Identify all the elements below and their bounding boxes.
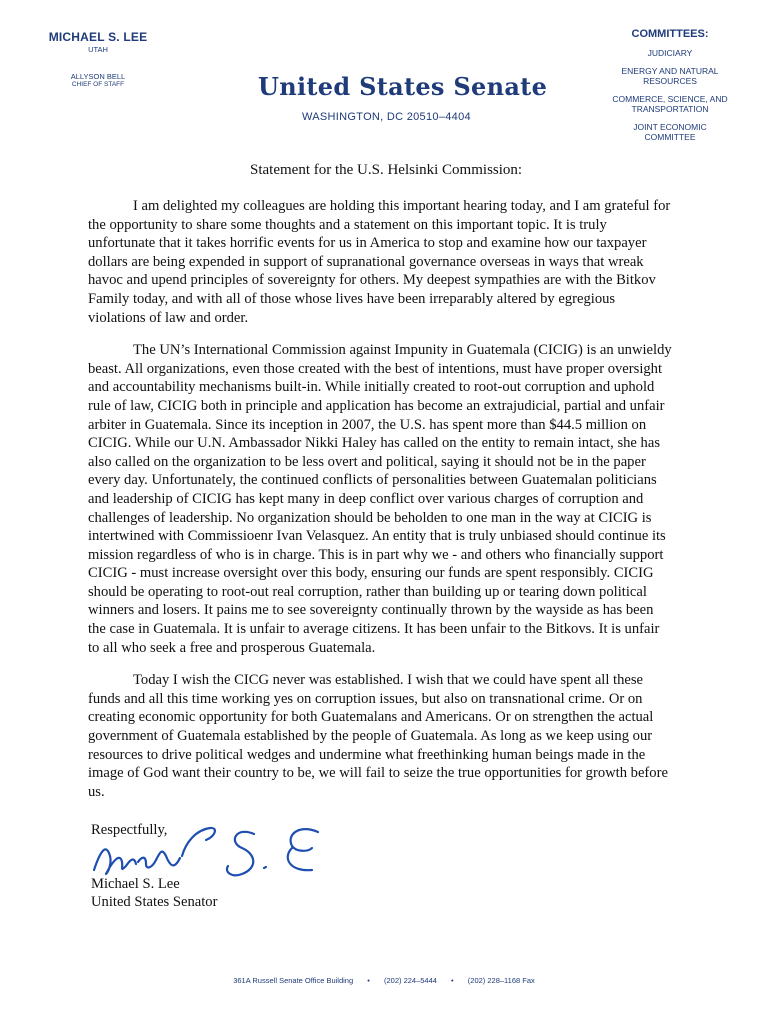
committee-item: COMMERCE, SCIENCE, AND TRANSPORTATION — [612, 94, 728, 114]
senate-title: United States Senate — [258, 72, 548, 101]
footer-fax: (202) 228–1168 Fax — [467, 976, 535, 985]
sender-name: MICHAEL S. LEE — [48, 30, 148, 44]
footer-phone: (202) 224–5444 — [383, 976, 437, 985]
chief-of-staff-title: CHIEF OF STAFF — [71, 81, 125, 88]
committee-item: JOINT ECONOMIC COMMITTEE — [633, 122, 707, 142]
signer-name: Michael S. Lee — [91, 876, 180, 892]
footer-separator: • — [451, 976, 454, 985]
committees-list — [610, 28, 730, 150]
body-paragraph: The UN’s International Commission against Impunity in Guatemala (CICIG) is an unwieldy beast. All organizations, even those created with the best of intentions, must have proper oversight and accountability mechanisms built-in. While initially created to root-out corruption and uphold rule of law, CICIG both in principle and application has become an extrajudicial, partial and unfair arbiter in Guatemala. Since its inception in 2007, the U.S. has spent more than $44.5 million on CICIG. While our U.N. Ambassador Nikki Haley has called on the entity to remain intact, she has also called on the organization to be less overt and political, saying it should not be in the paper every day. Unfortunately, the continued conflicts of personalities between Guatemalan politicians and leadership of CICIG has kept many in deep conflict over various charges of corruption and challenges of leadership. No organization should be beholden to one man in the way at CICIG is intertwined with Commissioenr Ivan Velasquez. An entity that is truly unbiased should continue its mission regardless of who is in charge. This is in part why we - and others who financially support CICIG - must increase oversight over this body, ensuring our funds are spent responsibly. CICIG should be operating to root-out real corruption, rather than building up or tearing down political winners and losers. It pains me to see sovereignty continually thrown by the wayside as has been the case in Guatemala. It is unfair to average citizens. It has been unfair to the Bitkovs. It is unfair to all who seek a free and prosperous Guatemala. — [88, 342, 672, 656]
letterhead-left — [38, 30, 158, 88]
closing: Respectfully, — [91, 822, 168, 838]
body-paragraph: Today I wish the CICG never was established. I wish that we could have spent all these funds and all this time working yes on corruption issues, but also on transnational crime. Or on creating economic opportunity for both Guatemalans and Americans. Or on strengthen the actual government of Guatemala established by the people of Guatemala. As long as we keep using our resources to drive political wedges and undermine what freethinking human beings made in the image of God want their country to be, we will fail to seize the true opportunities for growth before us. — [88, 672, 668, 800]
sender-state: UTAH — [88, 45, 108, 54]
committees-heading: COMMITTEES: — [631, 28, 709, 40]
committee-item: JUDICIARY — [647, 48, 693, 58]
footer — [0, 976, 768, 985]
letter-title: Statement for the U.S. Helsinki Commission: — [250, 162, 523, 178]
senate-address: WASHINGTON, DC 20510–4404 — [302, 111, 471, 123]
body-paragraph: I am delighted my colleagues are holding this important hearing today, and I am grateful for the opportunity to share some thoughts and a statement on this important topic. It is truly unfortunate that it takes horrific events for us in America to stop and examine how our taxpayer dollars are being expended in support of supranational governance overseas in ways that wreak havoc and upend principles of sovereignty for others. My deepest sympathies are with the Bitkov Family today, and with all of those whose lives have been irreparably altered by egregious violations of law and order. — [88, 198, 671, 326]
footer-separator: • — [367, 976, 370, 985]
committee-item: ENERGY AND NATURAL RESOURCES — [621, 66, 719, 86]
letter-body — [88, 197, 673, 815]
chief-of-staff-name: ALLYSON BELL — [70, 72, 126, 81]
signer-title: United States Senator — [91, 894, 218, 910]
footer-office: 361A Russell Senate Office Building — [233, 976, 354, 985]
